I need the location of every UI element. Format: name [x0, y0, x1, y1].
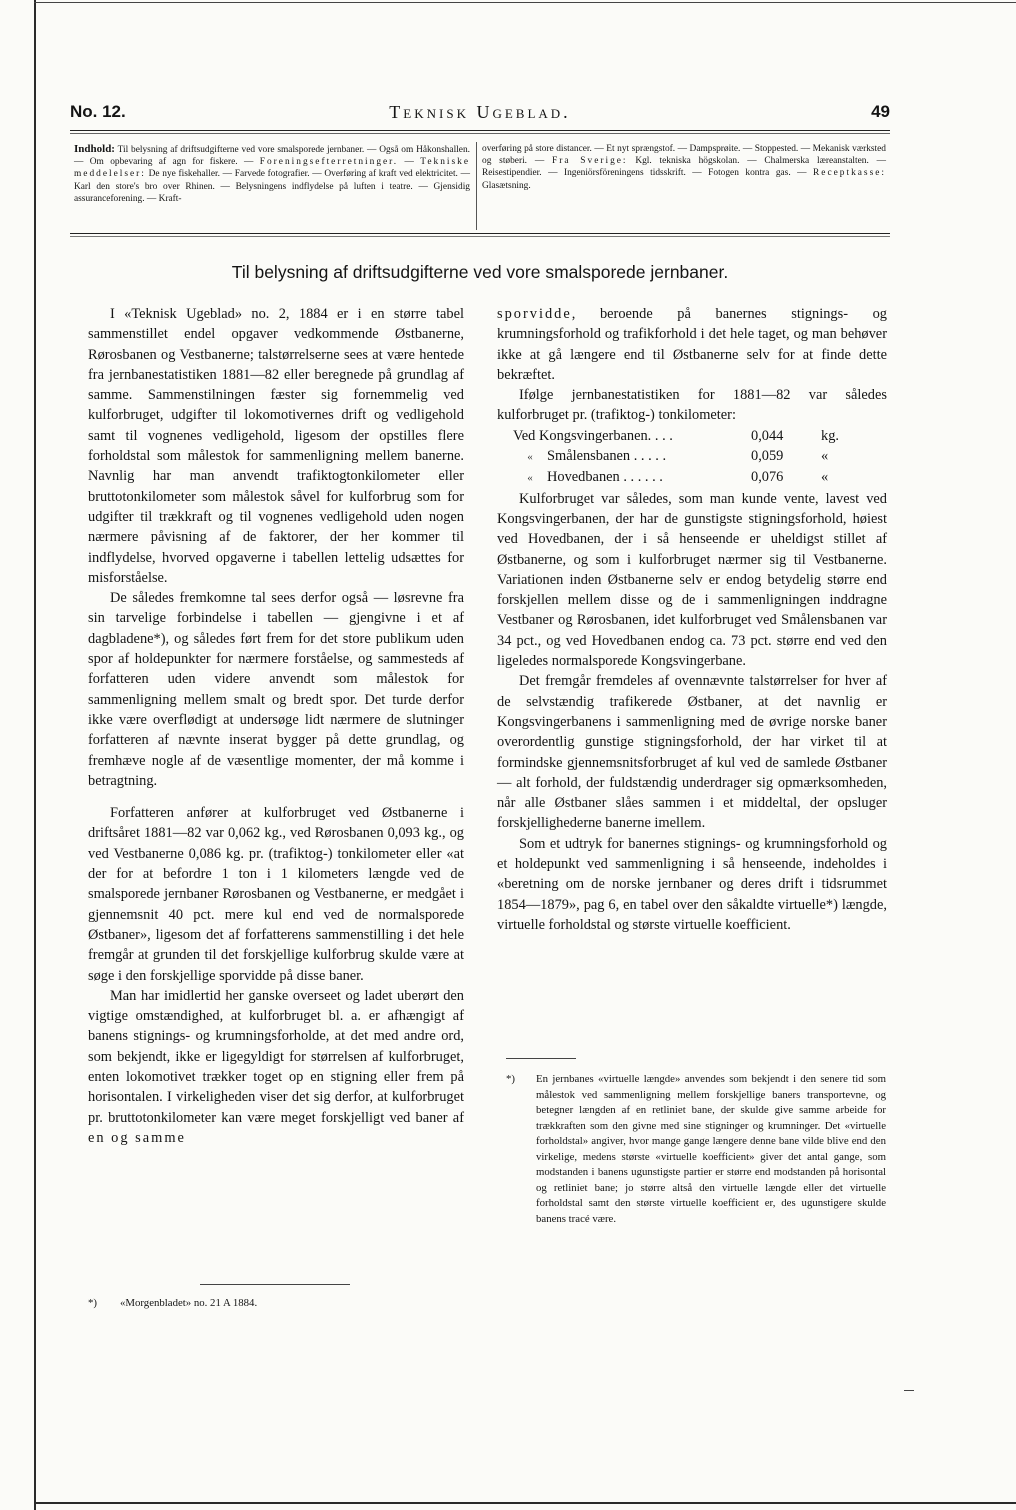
ditto-mark: «: [821, 448, 829, 465]
contents-section: Tekniske meddelelser:: [74, 157, 471, 180]
contents-rule-thin: [70, 236, 890, 237]
contents-section: Receptkasse:: [813, 168, 886, 179]
article-column-right: [497, 304, 887, 935]
page-edge-left: [34, 0, 36, 1510]
paragraph: Kulforbruget var således, som man kunde vente, lavest ved Kongsvingerbanen, der har de gunstigste stigningsforhold, høiest ved Hovedbanen, der i så henseende er uheldigst stillet af Østbanerne, og som i kulforbruget nærmer sig til Vestbanerne. Variationen inden Østbanerne selv er endog betydelig større end forskjellen mellem disse og de i sammenligningen inddragne Vestbaner og Rørosbanen, idet kulforbruget ved Smålensbanen var 34 pct., og ved Hovedbanen endog ca. 73 pct. større end ved den ligeledes normalsporede Kongsvingerbane.: [497, 490, 887, 670]
coal-row-smaalens: [497, 446, 887, 467]
ditto-mark: «: [527, 451, 533, 464]
running-header: [70, 100, 890, 130]
header-rule: [70, 130, 890, 131]
coal-value: 0,076: [751, 469, 784, 486]
contents-left: [74, 143, 470, 205]
contents-text: Glasætsning.: [482, 180, 531, 191]
contents-section: Foreningsefterretninger.: [259, 157, 399, 168]
paragraph: [88, 986, 464, 1148]
paragraph: I «Teknisk Ugeblad» no. 2, 1884 er i en større tabel sammenstillet endel opgaver vedkommende Østbanerne, Rørosbanen og Vestbanerne; talstørrelserne sees at være hentede fra jernbanestatistiken 1881—82 eller beregnede på grundlag af samme. Sammenstilningen fæster sig fornemmelig ved kulforbruget, udgifter til lokomotivernes drift og vedligehold samt til vognenes vedligehold, ligesom der opstilles flere forholdstal som målestok for sammenligning mellem banerne. Navnlig har man anvendt trafiktogtonkilometer eller bruttotonkilometer som målestok såvel for kulforbrug som for udgifter til trækkraft og til vognenes vedligehold uden nogen nærmere påvisning af de faktorer, der her kommer til indflydelse, hvorved opgaverne i tabellen lettelig udsættes for misforståelse.: [88, 306, 464, 586]
footnote-left: [88, 1296, 464, 1312]
contents-text: overføring på store distancer. — Et nyt sprængstof. — Dampsprøite. — Stoppested. — Mekanisk værksted og støberi. —: [482, 144, 886, 167]
contents-divider: [476, 142, 477, 230]
coal-row-kongsvinger: [497, 426, 887, 446]
article-title: Til belysning af driftsudgifterne ved vore smalsporede jernbaner.: [231, 262, 729, 282]
spaced-emphasis: sporvidde: [497, 306, 572, 322]
page-edge-top: [34, 2, 1016, 3]
paragraph: Som et udtryk for banernes stignings- og krumningsforhold og et holdepunkt ved sammenligning i så henseende, indeholdes i «beretning om de norske jernbaner og deres drift i tidsrummet 1854—1879», pag 6, en tabel over den såkaldte virtuelle*) længde, virtuelle forholdstal og største virtuelle koefficient.: [497, 835, 887, 933]
contents-section: Fra Sverige:: [552, 156, 628, 167]
ditto-mark: «: [527, 472, 533, 485]
stray-mark: [904, 1390, 914, 1391]
coal-unit: kg.: [821, 427, 839, 444]
journal-title: Teknisk Ugeblad.: [389, 102, 571, 122]
line-name: Hovedbanen . . . . . .: [547, 469, 663, 486]
page-edge-bottom: [34, 1502, 1016, 1504]
footnote-rule-left: [200, 1284, 350, 1285]
header-rule-thin: [70, 133, 890, 134]
page-number: 49: [871, 102, 890, 121]
contents-text: —: [398, 157, 421, 168]
spaced-emphasis: en og samme: [88, 1129, 186, 1146]
line-name: Smålensbanen . . . . .: [547, 448, 667, 465]
coal-value: 0,059: [751, 448, 784, 465]
footnote-mark: *): [88, 1297, 97, 1309]
footnote-right: [506, 1072, 886, 1227]
coal-value: 0,044: [751, 427, 784, 444]
footnote-text: «Morgenbladet» no. 21 A 1884.: [120, 1297, 258, 1309]
paragraph: Det fremgår fremdeles af ovennævnte talstørrelser for hver af de selvstændig trafikerede Østbaner, at det navnlig er Kongsvingerbanens i sammenligning med de øvrige norske baner overordentlig gunstige stigningsforhold, der har virket til at formindske gjennemsnitsforbruget af kul ved de samlede Østbaner — alt forhold, der fuldstændig underdrager sig opmærksomheden, når alle Østbaner slåes sammen i et middeltal, der opsluger forskjellighederne banerne imellem.: [497, 673, 887, 832]
footnote-rule-right: [506, 1058, 576, 1059]
paragraph: [497, 304, 887, 385]
paragraph-text: Man har imidlertid her ganske overseet og ladet uberørt den vigtige omstændighed, at kulforbruget bl. a. er afhængigt af banens stignings- og krumningsforholde, at det med andre ord, som bekjendt, ikke er ligegyldigt for størrelsen af kulforbruget, enten lokomotivet trækker toget op en stigning eller frem på horisontalen. I virkeligheden viser det sig derfor, at kulforbruget pr. bruttotonkilometer kan være meget forskjelligt ved baner af: [88, 987, 464, 1126]
coal-row-hovedbanen: [497, 467, 887, 488]
contents-text: Kgl. tekniska högskolan. — Chalmerska læreanstalten. — Reisestipendier. — Ingeniörsföreningens tidsskrift. — Fotogen kontra gas. —: [482, 156, 886, 179]
article-column-left: [88, 304, 464, 1148]
paragraph: Forfatteren anfører at kulforbruget ved Østbanerne i driftsåret 1881—82 var 0,062 kg., ved Rørosbanen 0,093 kg., og ved Vestbanerne 0,086 kg. pr. (trafiktog-) tonkilometer eller «at der for at befordre 1 ton i 1 kilometers længde ved de smalsporede jernbaner Rørosbanen og Vestbanerne, er medgået i gjennemsnit 40 pct. mere kul end ved de normalsporede Østbaner», ligesom det af forfatterens sammenstilling i det hele fremgår at grunden til det forskjellige kulforbrug skulde være at søge i den forskjellige sporvidde på disse baner.: [88, 805, 464, 984]
contents-text: Til belysning af driftsudgifterne ved vore smalsporede jernbaner. — Også om Håkonshallen. — Om opbevaring af agn for fiskere. —: [74, 145, 470, 168]
contents-rule: [70, 233, 890, 234]
line-name: Ved Kongsvingerbanen. . . .: [513, 427, 673, 444]
ditto-mark: «: [821, 469, 829, 486]
paragraph-text: , beroende på banernes stignings- og krumningsforhold og trafikforhold i det hele taget, og man behøver ikke at gå længere end til Østbanerne selv for at finde dette bekræftet.: [497, 306, 887, 383]
issue-number: No. 12.: [70, 102, 126, 121]
contents-label: Indhold:: [74, 143, 115, 155]
paragraph: De således fremkomne tal sees derfor også — løsrevne fra sin tarvelige forbindelse i tabellen — gjengivne i et af dagbladene*), og således ført frem for det store publikum uden spor af holdepunkter for nærmere forståelse, og sammesteds af forfatteren uden videre anvendt som målestok for sammenligning mellem smalt og bredt spor. Det turde derfor ikke være overflødigt at undersøge lidt nærmere de slutninger forfatteren af nævnte inserat bygger på dette grundlag, og fremhæve nogle af de væsentlige momenter, der må komme i betragtning.: [88, 590, 464, 789]
paragraph: Ifølge jernbanestatistiken for 1881—82 var således kulforbruget pr. (trafiktog-) tonkilometer:: [497, 387, 887, 424]
footnote-text: En jernbanes «virtuelle længde» anvendes som bekjendt i den senere tid som målestok ved sammenligning mellem forskjellige baners transportevne, og betegner længden af en retliniet bane, der skulde give samme arbeide for trækkraften som den givne med sine stigninger og krumninger. Det «virtuelle forholdstal» angiver, hvor mange gange længere denne bane vilde blive end den virkelige, medens største «virtuelle koefficient» giver det antal gange, som modstanden i banens ugunstigste partier er større end modstanden på horisontal og retliniet bane; jo større altså den virtuelle længde eller det virtuelle forholdstal samt den største virtuelle koefficient er, des ugunstigere skulde banens tracé være.: [536, 1073, 886, 1225]
contents-text: De nye fiskehaller. — Farvede fotografier. — Overføring af kraft ved elektricitet. — Karl den store's bro over Rhinen. — Belysningens indflydelse på luften i teatre. — Gjensidig assuranceforening. — Kraft-: [74, 169, 470, 204]
contents-right: [482, 143, 886, 192]
footnote-mark: *): [506, 1073, 515, 1085]
